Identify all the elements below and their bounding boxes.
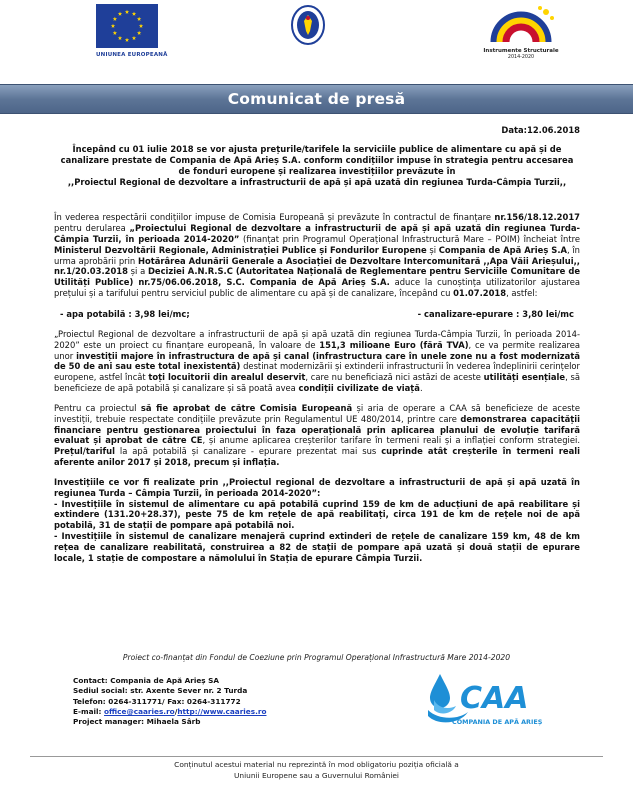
release-date: Data:12.06.2018 bbox=[501, 125, 580, 135]
eu-logo bbox=[96, 4, 168, 66]
contact-block bbox=[73, 676, 266, 728]
email-link[interactable]: office@caaries.ro bbox=[104, 707, 175, 717]
caa-logo-text: CAA bbox=[460, 681, 529, 716]
is-logo-title: Instrumente Structurale bbox=[483, 48, 559, 54]
sewer-price: - canalizare-epurare : 3,80 lei/mc bbox=[417, 308, 574, 319]
footer-divider bbox=[30, 756, 603, 757]
is-logo-years: 2014-2020 bbox=[507, 54, 535, 60]
project-manager: Project manager: Mihaela Sârb bbox=[73, 717, 201, 727]
price-list bbox=[54, 309, 580, 320]
logo-strip bbox=[0, 0, 633, 78]
footer-line-1: Conținutul acestui material nu reprezintă în mod obligatoriu poziția oficială a bbox=[174, 760, 459, 769]
coat-of-arms-icon bbox=[290, 4, 326, 46]
investments-intro: Investițiile ce vor fi realizate prin ,,Proiectul regional de dezvoltare a infrastructurii de apă și apă uzată în regiunea Turda – Câmpia Turzii, în perioada 2014-2020”: bbox=[54, 476, 580, 498]
structural-instruments-icon bbox=[480, 2, 562, 48]
water-price: - apa potabilă : 3,98 lei/mc; bbox=[60, 308, 190, 319]
banner-title: Comunicat de presă bbox=[227, 90, 406, 108]
contact-phone: Telefon: 0264-311771/ Fax: 0264-311772 bbox=[73, 696, 241, 706]
headline-text: Începând cu 01 iulie 2018 se vor ajusta prețurile/tarifele la serviciile publice de alimentare cu apă și de canalizare prestate de Compania de Apă Arieș S.A. conform condițiilor impuse în strategia pentru accesarea de fonduri europene și realizarea investițiilor prevăzute în bbox=[60, 143, 574, 177]
structural-instruments-logo bbox=[480, 2, 562, 70]
investments-sewer: - Investițiile în sistemul de canalizare menajeră cuprind extinderi de rețele de canalizare 159 km, 48 de km rețea de canalizare reabilitată, construirea a 82 de stații de pompare apă uzată și două stații de epurare locale, 1 stație de compostare a nămolului în Stația de epurare Câmpia Turzii. bbox=[54, 531, 580, 563]
eu-logo-label: UNIUNEA EUROPEANĂ bbox=[96, 52, 168, 58]
cofinanced-note: Proiect co-finanțat din Fondul de Coeziune prin Programul Operațional Infrastructură Mare 2014-2020 bbox=[122, 653, 511, 662]
contact-address: Sediul social: str. Axente Sever nr. 2 Turda bbox=[73, 686, 248, 696]
contact-company: Contact: Compania de Apă Arieș SA bbox=[73, 676, 220, 685]
contact-online: E-mail: office@caaries.ro/http://www.caaries.ro bbox=[73, 707, 267, 717]
footer-disclaimer bbox=[0, 760, 633, 781]
caa-logo-subtitle: COMPANIA DE APĂ ARIEȘ bbox=[452, 718, 543, 726]
footer-line-2: Uniunii Europene sau a Guvernului României bbox=[234, 770, 399, 780]
romanian-government-logo bbox=[290, 4, 326, 46]
press-release-banner bbox=[0, 84, 633, 114]
headline-project: ,,Proiectul Regional de dezvoltare a infrastructurii de apă și apă uzată din regiunea Turda-Câmpia Turzii,, bbox=[67, 177, 567, 188]
paragraph-context: În vederea respectării condițiilor impuse de Comisia Europeană și prevăzute în contractul de finanțare nr.156/18.12.2017 pentru derularea „Proiectului Regional de dezvoltare a infrastructurii de apă și apă uzată din regiunea Turda-Câmpia Turzii, în perioada 2014-2020” (finanțat prin Programul Operațional Infrastructură Mare – POIM) încheiat între Ministerul Dezvoltării Regionale, Administrației Publice și Fondurilor Europene și Compania de Apă Arieș S.A, în urma aprobării prin Hotărârea Adunării Generale a Asociației de Dezvoltare Intercomunitară ,,Apa Văii Arieșului,, nr.1/20.03.2018 și a Deciziei A.N.R.S.C (Autoritatea Națională de Reglementare pentru Serviciile Comunitare de Utilități Publice) nr.75/06.06.2018, S.C. Compania de Apă Arieș S.A. aduce la cunoștința utilizatorilor ajustarea prețului și a tarifului pentru serviciul public de alimentare cu apă și de canalizare, începând cu 01.07.2018, astfel: bbox=[54, 212, 581, 299]
paragraph-investments bbox=[54, 477, 580, 564]
headline bbox=[54, 144, 580, 188]
paragraph-project: „Proiectul Regional de dezvoltare a infrastructurii de apă și apă uzată din regiunea Turda-Câmpia Turzii, în perioada 2014-2020” este un proiect cu finanțare europeană, în valoare de 151,3 milioane Euro (fără TVA), ce va permite realizarea unor investiții majore în infrastructura de apă și canal (infrastructura care în unele zone nu a fost modernizată de 50 de ani sau este total inexistentă) destinat modernizării și extinderii infrastructurii în vederea îndeplinirii cerințelor europene, astfel încât toți locuitorii din arealul deservit, care nu beneficiază nici astăzi de aceste utilități esențiale, să beneficieze de apă potabilă și canalizare și să poată avea condiții civilizate de viață. bbox=[54, 328, 580, 394]
website-link[interactable]: http://www.caaries.ro bbox=[177, 707, 267, 717]
investments-water: - Investițiile în sistemul de alimentare cu apă potabilă cuprind 159 de km de aducțiuni de apă reabilitare și extindere (131.20+28.37), peste 75 de km rețele de apă reabilitați, circa 191 de km de rețele noi de apă potabilă, 31 de stații de pompare apă potabilă noi. bbox=[54, 498, 580, 531]
caa-logo bbox=[424, 666, 544, 732]
press-release-body bbox=[54, 120, 580, 564]
paragraph-approval: Pentru ca proiectul să fie aprobat de către Comisia Europeană și aria de operare a CAA să beneficieze de aceste investiții, trebuie respectate condițiile prevăzute prin Regulamentul UE 480/2014, printre care demonstrarea capacității financiare pentru gestionarea proiectului în faza operațională prin aplicarea planului de evoluție tarifară evaluat și aprobat de către CE, și anume aplicarea creșterilor tarifare în termeni reali și a inflației conform strategiei. Prețul/tariful la apă potabilă și canalizare - epurare prezentat mai sus cuprinde atât creșterile în termeni reali aferente anilor 2017 și 2018, precum și inflația. bbox=[54, 402, 580, 468]
eu-flag-icon bbox=[96, 4, 158, 48]
